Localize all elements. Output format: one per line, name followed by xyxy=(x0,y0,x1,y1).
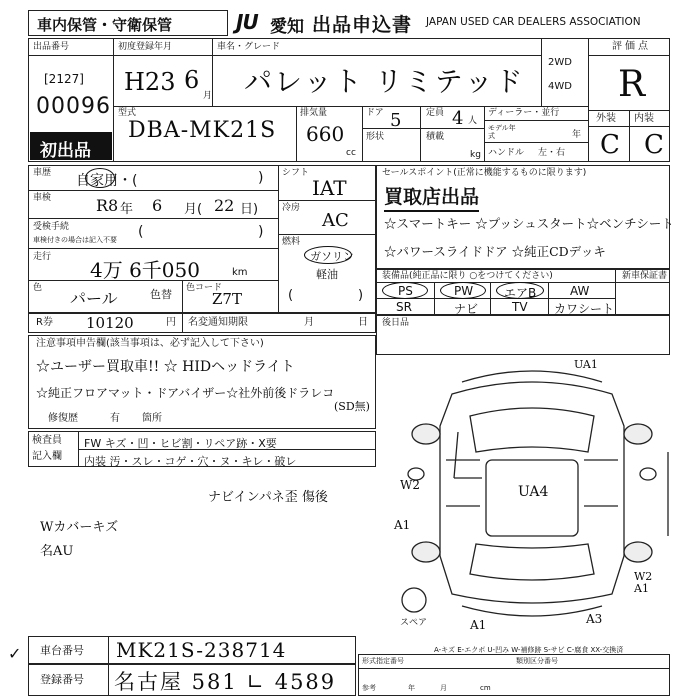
inspector-note1: Wカバーキズ xyxy=(40,520,119,535)
fuel-gasoline: ガソリン xyxy=(310,250,354,263)
association-name: JAPAN USED CAR DEALERS ASSOCIATION xyxy=(426,16,641,28)
notes-line1: ☆ユーザー買取車!! ☆ HIDヘッドライト xyxy=(36,359,295,375)
mark-bottom-a3: A3 xyxy=(586,612,603,626)
load-capacity-unit: kg xyxy=(470,150,481,160)
vehicle-use-label: 車歴 xyxy=(33,168,52,178)
footer-unit3: cm xyxy=(480,684,491,692)
displacement-label: 排気量 xyxy=(300,108,328,118)
equipment-pw[interactable]: PW xyxy=(454,284,474,298)
shift-label: シフト xyxy=(282,168,310,178)
handle-value: 左・右 xyxy=(538,148,566,158)
inspection-day-unit: 日) xyxy=(240,202,259,217)
chassis-value: MK21S-238714 xyxy=(116,638,287,662)
equipment-navi[interactable]: ナビ xyxy=(454,302,479,316)
ac-value: AC xyxy=(322,210,349,231)
logo-mark: JU xyxy=(236,10,258,34)
footer-right-block xyxy=(358,654,670,696)
selling-point-line2: ☆パワースライドドア ☆純正CDデッキ xyxy=(384,244,606,259)
top-grid xyxy=(28,38,670,162)
after-fit-label: 後日品 xyxy=(382,318,410,328)
mark-roof-ua4: UA4 xyxy=(518,484,549,500)
evaluation-label: 評価点 xyxy=(612,41,651,52)
receipt-paren: ( xyxy=(138,224,144,240)
equipment-aw[interactable]: AW xyxy=(570,284,590,298)
repair-label: 修復歴 xyxy=(48,413,78,424)
interior-label: 内装 xyxy=(634,113,654,124)
mark-bottom-a1: A1 xyxy=(470,618,487,632)
notes-block xyxy=(28,335,376,429)
model-code-value: DBA-MK21S xyxy=(128,118,277,143)
lot-label: 出品番号 xyxy=(33,42,70,52)
selling-points-label: セールスポイント(正常に機能するものに限ります) xyxy=(382,168,587,178)
color-value: パール xyxy=(70,289,118,308)
header-left-title: 車内保管・守衛保管 xyxy=(37,16,173,34)
form-title: 出品申込書 xyxy=(312,14,413,36)
mark-right-w2: W2 xyxy=(634,570,653,583)
logo-text: 愛知 xyxy=(270,17,304,37)
registration-label: 登録番号 xyxy=(40,673,84,686)
first-time-badge xyxy=(30,132,112,160)
repair-value: 有 xyxy=(110,413,120,424)
model-year-unit: 年 xyxy=(572,130,582,140)
after-fit-block xyxy=(376,315,670,355)
footer-row3: 参考 xyxy=(362,684,376,692)
check-mark: ✓ xyxy=(8,644,22,663)
mark-left-w2: W2 xyxy=(400,478,420,492)
receipt-close-paren: ) xyxy=(258,224,264,240)
inspection-month: 6 xyxy=(152,196,163,215)
mileage-unit: km xyxy=(232,267,248,278)
capacity-label: 定員 xyxy=(426,108,445,118)
notes-line2: ☆純正フロアマット・ドアバイザー☆社外前後ドラレコ xyxy=(36,386,335,400)
interior-grade: C xyxy=(644,130,664,160)
evaluation-score: R xyxy=(618,64,646,105)
footer-row1: 形式指定番号 xyxy=(362,657,404,665)
displacement-value: 660 xyxy=(306,122,345,146)
footer-row2: 類別区分番号 xyxy=(516,657,558,665)
model-code-label: 型式 xyxy=(118,108,137,118)
equipment-kawa-seat[interactable]: カワシート xyxy=(554,302,615,316)
doors-value: 5 xyxy=(390,110,402,131)
load-capacity-label: 積載 xyxy=(426,132,445,142)
doors-label: ドア xyxy=(366,108,384,118)
capacity-value: 4 xyxy=(452,108,464,129)
recycle-value: 10120 xyxy=(86,314,134,332)
model-name-value: パレット リミテッド xyxy=(244,65,525,98)
model-year-label: モデル年式 xyxy=(488,124,516,140)
first-registration-label: 初度登録年月 xyxy=(118,42,173,52)
lot-number: 00096 xyxy=(36,94,111,119)
inspection-year-unit: 年 xyxy=(120,202,134,217)
inspector-note2: 名AU xyxy=(40,544,74,559)
receipt-note: 車検付きの場合は記入不要 xyxy=(33,236,117,244)
inspector-interior-line: 内装 汚・スレ・コゲ・穴・ヌ・キレ・破レ xyxy=(84,455,297,468)
fuel-close-paren: ) xyxy=(358,288,364,303)
registration-value: 名古屋 581 ∟ 4589 xyxy=(114,670,337,694)
inspector-label2: 記入欄 xyxy=(32,451,62,462)
inspector-label1: 検査員 xyxy=(32,435,62,446)
notes-label: 注意事項申告欄(該当事項は、必ず記入して下さい) xyxy=(36,338,264,349)
fuel-paren: ( xyxy=(288,288,294,303)
shift-value: IAT xyxy=(312,176,347,200)
first-time-badge-label: 初出品 xyxy=(40,141,91,161)
fuel-label: 燃料 xyxy=(282,237,301,247)
vehicle-use-close: ) xyxy=(258,170,264,186)
drive-2wd: 2WD xyxy=(548,57,572,68)
inspection-month-unit: 月( xyxy=(184,202,203,217)
shape-label: 形状 xyxy=(366,132,385,142)
color-code: Z7T xyxy=(212,290,242,308)
displacement-unit: cc xyxy=(346,148,356,158)
first-registration-month: 6 xyxy=(184,66,200,94)
color-label: 色 xyxy=(33,283,43,293)
equipment-sr[interactable]: SR xyxy=(396,300,412,314)
handle-label: ハンドル xyxy=(488,148,525,158)
mileage-value: 4万 6千050 xyxy=(90,258,200,282)
spare-label: スペア xyxy=(400,618,428,628)
drive-4wd: 4WD xyxy=(548,81,572,92)
new-car-warranty-label: 新車保証書 xyxy=(622,271,668,281)
vehicle-use-value: 自家用・( xyxy=(76,173,138,189)
header-left-title-box xyxy=(28,10,228,36)
equipment-ps[interactable]: PS xyxy=(398,284,413,298)
recycle-notice-label: 名変通知期限 xyxy=(188,317,248,328)
lot-bracket-number: [2127] xyxy=(44,72,84,86)
equipment-tv[interactable]: TV xyxy=(512,300,528,314)
receipt-label: 受検手続 xyxy=(33,222,70,232)
inspector-handwritten: ナビインパネ歪 傷後 xyxy=(208,490,328,505)
mark-front-ua1: UA1 xyxy=(574,358,598,371)
recycle-day-unit: 日 xyxy=(358,317,368,328)
equipment-label: 装備品(純正品に限り ○をつけてください) xyxy=(382,271,553,281)
fuel-diesel: 軽油 xyxy=(316,268,338,281)
selling-point-line1: ☆スマートキー ☆プッシュスタート☆ベンチシート xyxy=(384,216,674,231)
mileage-label: 走行 xyxy=(33,252,52,262)
capacity-unit: 人 xyxy=(468,116,478,126)
notes-line3: (SD無) xyxy=(334,400,370,413)
recycle-label: R券 xyxy=(36,317,53,328)
first-registration-month-unit: 月 xyxy=(203,91,213,101)
footer-unit2: 月 xyxy=(440,684,447,692)
inspection-label: 車検 xyxy=(33,193,52,203)
selling-points-headline: 買取店出品 xyxy=(384,182,479,212)
recycle-month-unit: 月 xyxy=(304,317,314,328)
equipment-airbag[interactable]: エアB xyxy=(504,286,537,300)
inspection-day: 22 xyxy=(214,196,235,215)
ac-label: 冷房 xyxy=(282,203,301,213)
exterior-label: 外装 xyxy=(596,113,616,124)
footer-unit1: 年 xyxy=(408,684,415,692)
color-type-label: 色替 xyxy=(150,288,172,301)
mark-left-a1: A1 xyxy=(394,518,411,532)
repair-place: 箇所 xyxy=(142,413,162,424)
exterior-grade: C xyxy=(600,130,620,160)
inspection-era: R8 xyxy=(96,196,119,215)
diagram-legend: A-キズ E-エクボ U-凹み W-補修跡 S-サビ C-腐食 XX-交換済 xyxy=(434,646,624,654)
inspector-fw-line: FW キズ・凹・ヒビ割・リペア跡・X要 xyxy=(84,437,277,450)
chassis-label: 車台番号 xyxy=(40,644,84,657)
model-name-label: 車名・グレード xyxy=(217,42,281,52)
first-registration-year: H23 xyxy=(124,68,176,96)
color-code-label: 色コード xyxy=(186,283,223,293)
mark-right-a1: A1 xyxy=(634,582,649,595)
dealer-import-label: ディーラー・並行 xyxy=(488,108,560,118)
recycle-unit: 円 xyxy=(166,317,176,328)
